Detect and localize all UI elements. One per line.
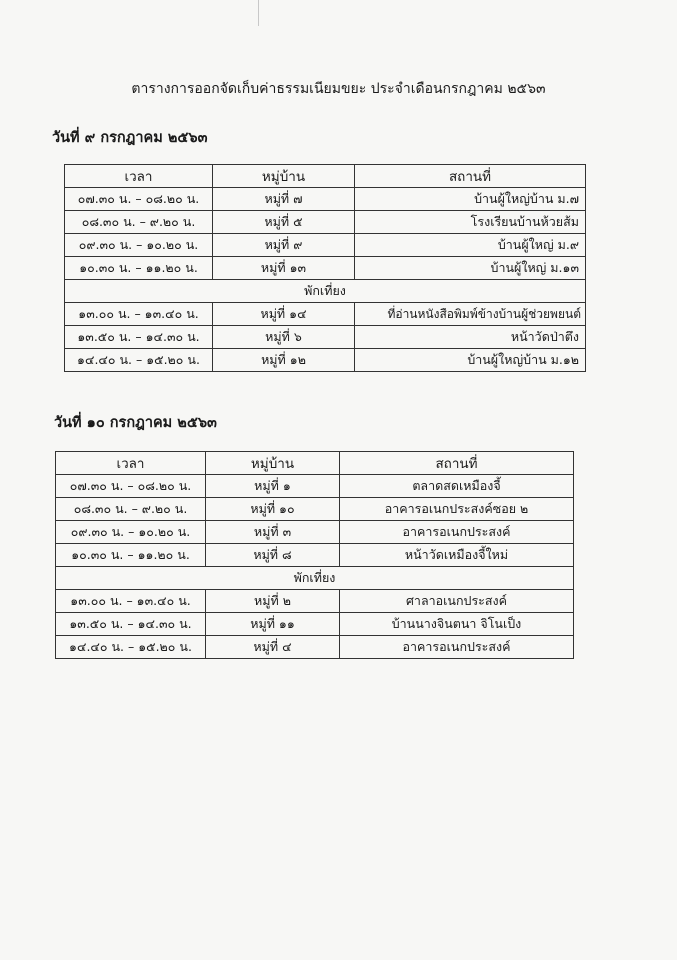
document-title: ตารางการออกจัดเก็บค่าธรรมเนียมขยะ ประจำเดือนกรกฎาคม ๒๕๖๓ bbox=[131, 81, 546, 97]
place-cell: บ้านผู้ใหญ่ ม.๙ bbox=[355, 234, 586, 257]
village-cell: หมู่ที่ ๑๔ bbox=[213, 303, 355, 326]
place-cell: บ้านผู้ใหญ่บ้าน ม.๑๒ bbox=[355, 349, 586, 372]
table-row bbox=[56, 590, 574, 613]
header-time: เวลา bbox=[65, 165, 213, 188]
time-cell: ๑๔.๔๐ น. – ๑๕.๒๐ น. bbox=[65, 349, 213, 372]
time-cell: ๑๔.๔๐ น. – ๑๕.๒๐ น. bbox=[56, 636, 206, 659]
time-cell: ๐๗.๓๐ น. – ๐๘.๒๐ น. bbox=[56, 475, 206, 498]
place-cell: ที่อ่านหนังสือพิมพ์ข้างบ้านผู้ช่วยพยนต์ bbox=[355, 303, 586, 326]
place-cell: ศาลาอเนกประสงค์ bbox=[340, 590, 574, 613]
village-cell: หมู่ที่ ๑๓ bbox=[213, 257, 355, 280]
place-cell: บ้านผู้ใหญ่ ม.๑๓ bbox=[355, 257, 586, 280]
time-cell: ๑๓.๕๐ น. – ๑๔.๓๐ น. bbox=[56, 613, 206, 636]
time-cell: ๑๓.๐๐ น. – ๑๓.๔๐ น. bbox=[65, 303, 213, 326]
time-cell: ๑๐.๓๐ น. – ๑๑.๒๐ น. bbox=[56, 544, 206, 567]
place-cell: บ้านผู้ใหญ่บ้าน ม.๗ bbox=[355, 188, 586, 211]
village-cell: หมู่ที่ ๗ bbox=[213, 188, 355, 211]
table-row bbox=[65, 303, 586, 326]
time-cell: ๑๓.๐๐ น. – ๑๓.๔๐ น. bbox=[56, 590, 206, 613]
village-cell: หมู่ที่ ๒ bbox=[206, 590, 340, 613]
village-cell: หมู่ที่ ๑ bbox=[206, 475, 340, 498]
place-cell: หน้าวัดป่าตึง bbox=[355, 326, 586, 349]
village-cell: หมู่ที่ ๙ bbox=[213, 234, 355, 257]
place-cell: อาคารอเนกประสงค์ซอย ๒ bbox=[340, 498, 574, 521]
place-cell: ตลาดสดเหมืองจี้ bbox=[340, 475, 574, 498]
table-row bbox=[56, 521, 574, 544]
village-cell: หมู่ที่ ๔ bbox=[206, 636, 340, 659]
place-cell: อาคารอเนกประสงค์ bbox=[340, 521, 574, 544]
village-cell: หมู่ที่ ๕ bbox=[213, 211, 355, 234]
village-cell: หมู่ที่ ๓ bbox=[206, 521, 340, 544]
table-row bbox=[56, 636, 574, 659]
scan-mark bbox=[258, 0, 259, 26]
place-cell: หน้าวัดเหมืองจี้ใหม่ bbox=[340, 544, 574, 567]
village-cell: หมู่ที่ ๑๐ bbox=[206, 498, 340, 521]
lunch-break-label: พักเที่ยง bbox=[56, 567, 574, 590]
lunch-break-label: พักเที่ยง bbox=[65, 280, 586, 303]
day-2-heading: วันที่ ๑๐ กรกฎาคม ๒๕๖๓ bbox=[54, 415, 217, 431]
table-header-row bbox=[65, 165, 586, 188]
time-cell: ๐๘.๓๐ น. – ๙.๒๐ น. bbox=[56, 498, 206, 521]
village-cell: หมู่ที่ ๖ bbox=[213, 326, 355, 349]
village-cell: หมู่ที่ ๑๑ bbox=[206, 613, 340, 636]
day-1-schedule-table bbox=[64, 164, 586, 372]
village-cell: หมู่ที่ ๘ bbox=[206, 544, 340, 567]
table-row bbox=[56, 613, 574, 636]
place-cell: บ้านนางจินตนา จิโนเป็ง bbox=[340, 613, 574, 636]
header-place: สถานที่ bbox=[355, 165, 586, 188]
time-cell: ๐๙.๓๐ น. – ๑๐.๒๐ น. bbox=[56, 521, 206, 544]
table-row bbox=[65, 211, 586, 234]
time-cell: ๑๓.๕๐ น. – ๑๔.๓๐ น. bbox=[65, 326, 213, 349]
place-cell: โรงเรียนบ้านห้วยส้ม bbox=[355, 211, 586, 234]
day-1-heading: วันที่ ๙ กรกฎาคม ๒๕๖๓ bbox=[52, 130, 208, 146]
time-cell: ๐๗.๓๐ น. – ๐๘.๒๐ น. bbox=[65, 188, 213, 211]
day-2-schedule-table bbox=[55, 451, 574, 659]
table-row bbox=[65, 326, 586, 349]
time-cell: ๐๘.๓๐ น. – ๙.๒๐ น. bbox=[65, 211, 213, 234]
lunch-break-row bbox=[56, 567, 574, 590]
table-row bbox=[56, 498, 574, 521]
header-village: หมู่บ้าน bbox=[206, 452, 340, 475]
header-village: หมู่บ้าน bbox=[213, 165, 355, 188]
table-row bbox=[65, 257, 586, 280]
header-place: สถานที่ bbox=[340, 452, 574, 475]
table-row bbox=[65, 234, 586, 257]
lunch-break-row bbox=[65, 280, 586, 303]
time-cell: ๐๙.๓๐ น. – ๑๐.๒๐ น. bbox=[65, 234, 213, 257]
header-time: เวลา bbox=[56, 452, 206, 475]
table-row bbox=[56, 544, 574, 567]
table-header-row bbox=[56, 452, 574, 475]
place-cell: อาคารอเนกประสงค์ bbox=[340, 636, 574, 659]
table-row bbox=[65, 188, 586, 211]
time-cell: ๑๐.๓๐ น. – ๑๑.๒๐ น. bbox=[65, 257, 213, 280]
table-row bbox=[56, 475, 574, 498]
table-row bbox=[65, 349, 586, 372]
village-cell: หมู่ที่ ๑๒ bbox=[213, 349, 355, 372]
